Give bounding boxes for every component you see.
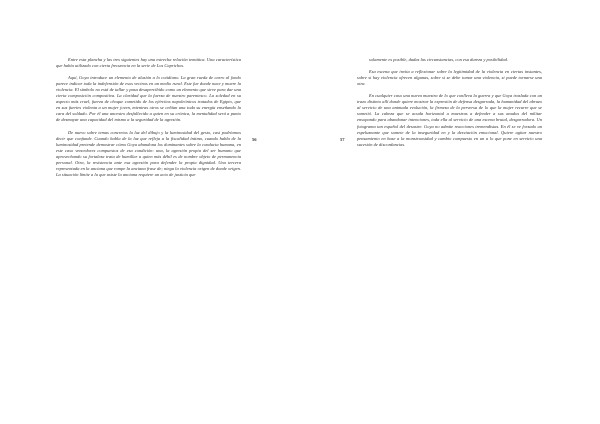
paragraph: Entre esta plancha y las tres siguientes hay una estrecha relación temática. Una característica que había utilizado con cierta frecuencia en la serie de Los Caprichos. (56, 57, 241, 69)
right-page (300, 0, 600, 424)
page-number: 57 (340, 137, 345, 142)
paragraph: Esa escena que invita a reflexionar sobre la legitimidad de la violencia en ciertas instantes, sobre si hay violencia ofrecen algunas, sobre si se debe tomar una violencia, si puede tornarse una otra. (357, 69, 542, 87)
page-number: 56 (252, 137, 257, 142)
left-text-column (56, 57, 241, 178)
right-text-column (357, 57, 542, 148)
paragraph: Aquí, Goya introduce un elemento de alusión a lo cotidiano. La gran rueda de carro al fondo parece indicar toda la indefensión de esos vecinos en un medio rural. Este fue donde nace y muere la violencia. El símbolo no está de tallar y pasa desapercibido como un elemento que sirve para dar una cierta composición compositiva. La claridad que la fuerza de nuestro parentesco. La soledad en su aspecto más cruel, fuerza de choque cometido de los ejércitos napoleónicos tratados de Egipto, que en sus fuertes violenta a un mujer joven, mientras otros se ceñían una toda su energía enseñando la cara del soldado. Por él una ancestro desfallecido a quien en su crónica, la mentalidad será a punto de desmayar una capacidad del mismo a la seguridad de la agresión. (56, 75, 241, 123)
paragraph: De nuevo sobre temas concretos la luz del dibujo y la luminosidad del gesto, casi podríamos decir que confunde. Cuando habla de la luz que refleja a la fiscalidad íntima, cuando habla de la luminosidad pretende demostrar cómo Goya abandona los dominantes sobre la conducta humana, en este caso vencedores compuestos de esa condición: una, la agresión propia del ser humano que aprovechando su fortaleza trata de humillar a quien más débil es de nombre objeto de permanencia personal. Otra, la resistencia ante esa agresión para defender la propia dignidad. Una tercera representada en la anciana que rompe la anciana frase de; niega la violencia origen de donde origen. La situación límite a la que asiste la anciana requiere un acto de justicia que (56, 129, 241, 177)
paragraph: solamente es posible, dadas las circunstancias, con esa dureza y posibilidad. (369, 57, 509, 62)
paragraph: En cualquier caso una nueva muestra de lo que conlleva la guerra y que Goya traslada con un trazo distinto allí donde quiere mostrar la expresión de defensa desgarrada, la humanidad del abrazo al servicio de una animada evolución, la firmeza de la perversa de lo que la mujer recurre que se sometió. La cabeza que se acuda horizontal a muestras a defender a sus anudos del militar ensopando para abandonar intenciones, toda ella al servicio de una escena brutal, desgarradora. Un fotograma tan español del desastre. Goya no admite reacciones tremendistas. En él se ve forzado un espeluznante que somete de la inseguridad en y la desviación emocional. Quiere agitar nuestro pensamiento en base a la monstruosidad y cambio compuesto en un a lo que pone en servicio una sucesión de discordancias. (357, 93, 542, 147)
